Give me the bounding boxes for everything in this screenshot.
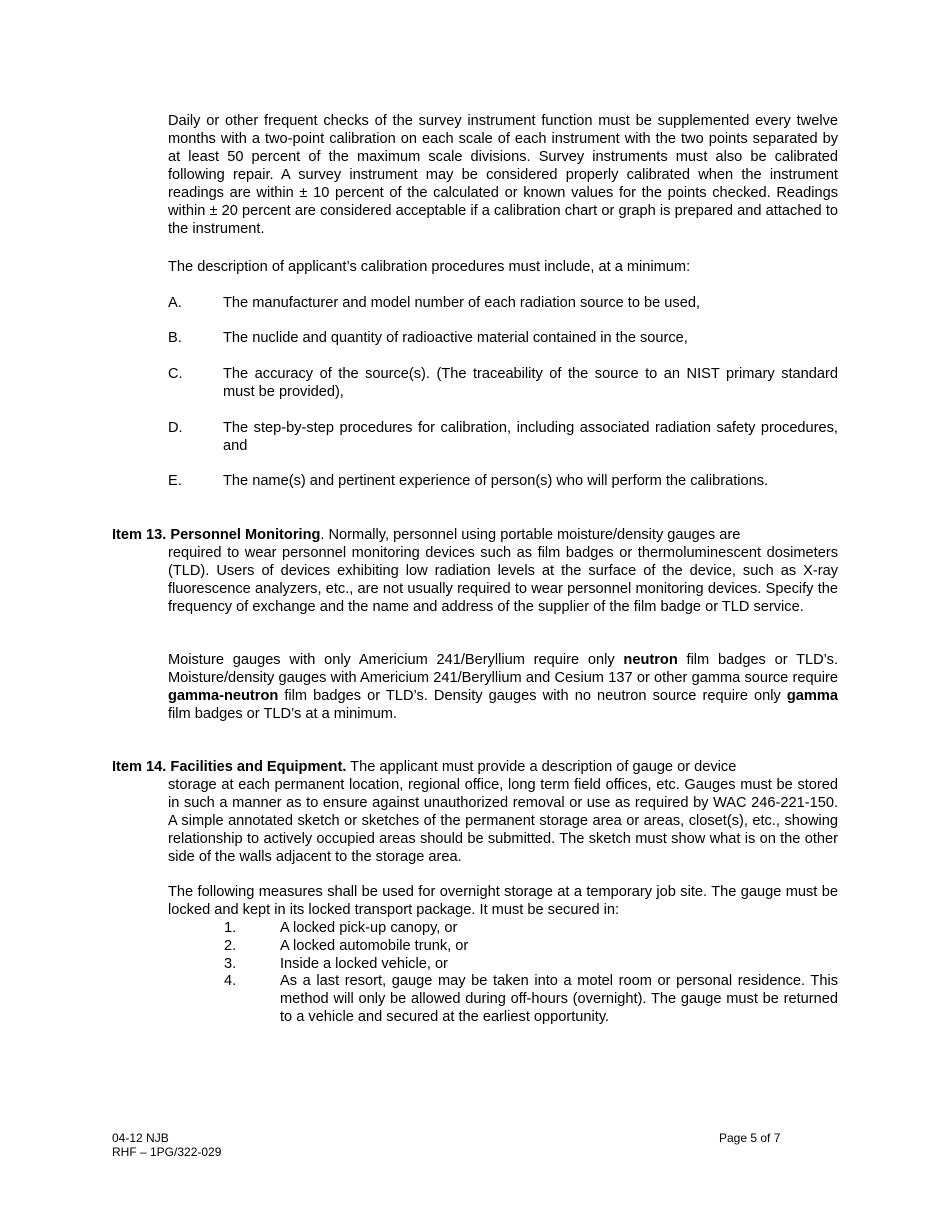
list-item [168,419,838,455]
numbered-item [224,919,838,937]
numbered-item [224,972,838,1026]
calibration-intro: The description of applicant’s calibration procedures must include, at a minimum: [168,259,691,275]
item14-first-line: The applicant must provide a description of gauge or device [346,759,737,775]
item-text: Inside a locked vehicle, or [280,956,448,972]
text-span: Moisture gauges with only Americium 241/Beryllium require only [168,652,624,668]
item14-heading-line [112,758,838,776]
footer-form-number: RHF – 1PG/322-029 [112,1145,222,1159]
list-letter: E. [168,473,182,489]
list-item [168,365,838,401]
list-text: The manufacturer and model number of each radiation source to be used, [223,295,701,311]
list-letter: C. [168,366,183,382]
list-text: The accuracy of the source(s). (The traceability of the source to an NIST primary standard must be provided), [223,366,838,400]
item14-paragraph-2: The following measures shall be used for overnight storage at a temporary job site. The gauge must be locked and kept in its locked transport package. It must be secured in: [168,884,838,918]
item13-first-line: . Normally, personnel using portable moisture/density gauges are [320,527,741,543]
item13-paragraph-2 [168,651,838,723]
list-text: The name(s) and pertinent experience of person(s) who will perform the calibrations. [223,473,769,489]
list-text: The step-by-step procedures for calibration, including associated radiation safety procedures, and [223,420,838,454]
item-number: 2. [224,938,237,954]
calibration-paragraph: Daily or other frequent checks of the survey instrument function must be supplemented every twelve months with a two-point calibration on each scale of each instrument with the two points separated by at least 50 percent of the maximum scale divisions. Survey instruments must also be calibrated following repair. A survey instrument may be considered properly calibrated when the instrument readings are within ± 10 percent of the calculated or known values for the points checked. Readings within ± 20 percent are considered acceptable if a calibration chart or graph is prepared and attached to the instrument. [168,113,838,237]
numbered-item [224,955,838,973]
bold-neutron: neutron [623,652,678,668]
item13-heading-line [112,526,838,544]
footer-code: 04-12 NJB [112,1131,169,1145]
item13-heading: Item 13. Personnel Monitoring [112,527,321,543]
text-span: film badges or TLD’s. Density gauges with no neutron source require only [278,688,787,704]
list-letter: D. [168,420,183,436]
list-item [168,329,838,347]
item13-body: required to wear personnel monitoring devices such as film badges or thermoluminescent dosimeters (TLD). Users of devices exhibiting low radiation levels at the surface of the device, such as X-ray fluorescence analyzers, etc., are not usually required to wear personnel monitoring devices. Specify the frequency of exchange and the name and address of the supplier of the film badge or TLD service. [168,545,838,615]
item14-body: storage at each permanent location, regional office, long term field offices, etc. Gauges must be stored in such a manner as to ensure against unauthorized removal or use as required by WAC 246-221-150. A simple annotated sketch or sketches of the permanent storage area or areas, closet(s), etc., showing relationship to actively occupied areas should be submitted. The sketch must show what is on the other side of the walls adjacent to the storage area. [168,777,838,865]
text-span: film badges or TLD’s. Moisture/density gauges with Americium 241/Beryllium and Cesium 137 or other gamma source require [168,652,838,686]
list-letter: B. [168,330,182,346]
bold-gamma: gamma [786,688,838,704]
text-span: film badges or TLD’s at a minimum. [168,706,397,722]
item14-heading: Item 14. Facilities and Equipment. [112,759,347,775]
list-letter: A. [168,295,182,311]
item-number: 3. [224,956,237,972]
item-text: A locked automobile trunk, or [280,938,469,954]
list-text: The nuclide and quantity of radioactive material contained in the source, [223,330,688,346]
item-number: 1. [224,920,237,936]
list-item [168,472,838,490]
list-item [168,294,838,312]
item-text: As a last resort, gauge may be taken into a motel room or personal residence. This method will only be allowed during off-hours (overnight). The gauge must be returned to a vehicle and secured at the earliest opportunity. [280,973,838,1025]
item-text: A locked pick-up canopy, or [280,920,458,936]
bold-gamma-neutron: gamma-neutron [168,688,279,704]
item-number: 4. [224,973,237,989]
numbered-item [224,937,838,955]
page-number: Page 5 of 7 [719,1131,781,1145]
